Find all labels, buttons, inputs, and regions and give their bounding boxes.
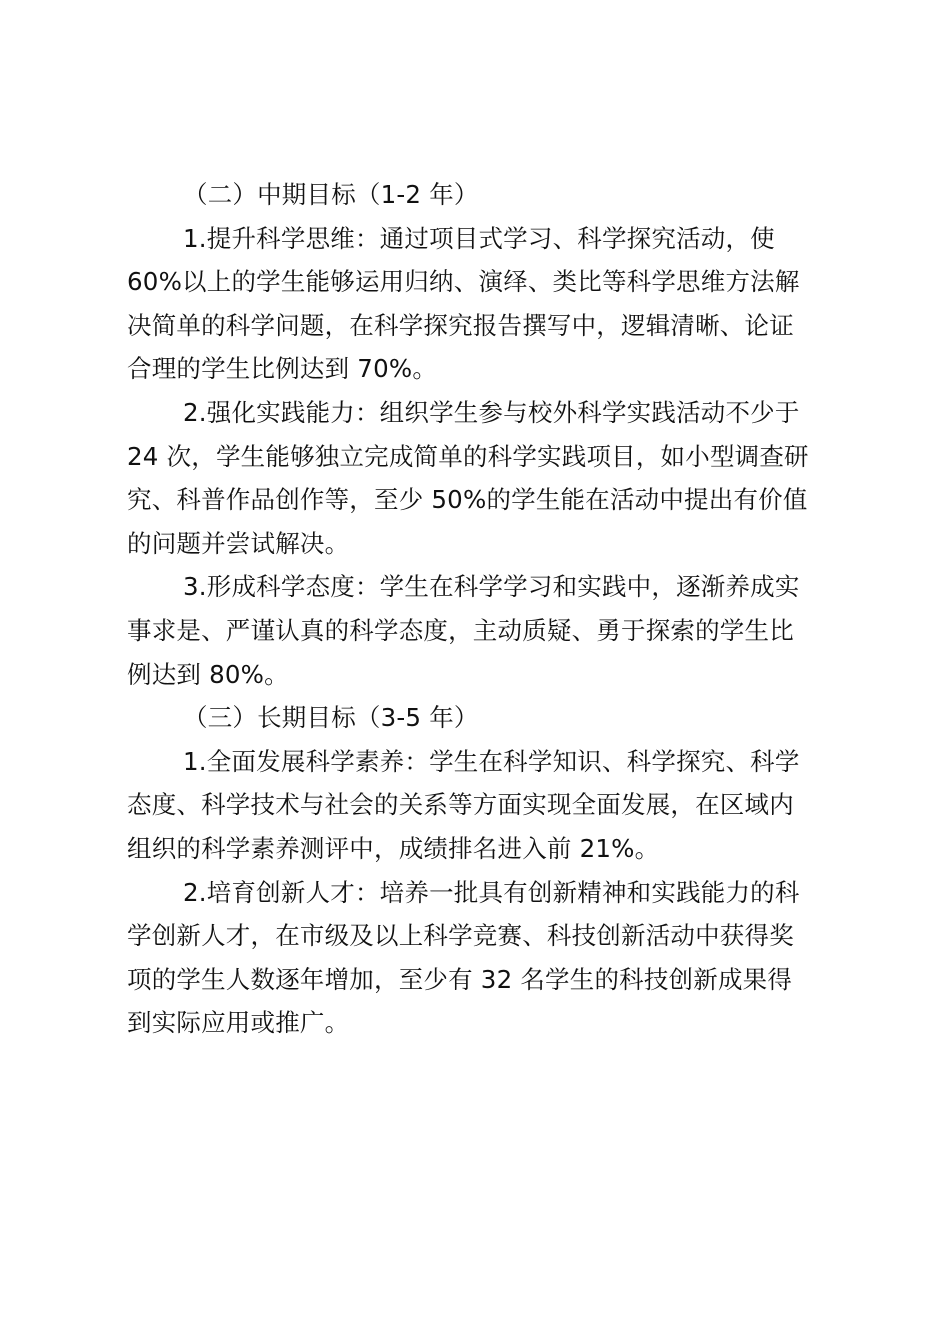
paragraph-line: 究、科普作品创作等，至少 50%的学生能在活动中提出有价值 [127,485,808,515]
paragraph-line: 2.强化实践能力：组织学生参与校外科学实践活动不少于 [183,397,800,427]
paragraph-line: 学创新人才，在市级及以上科学竞赛、科技创新活动中获得奖 [127,921,794,951]
paragraph-line: 的问题并尝试解决。 [127,528,350,558]
paragraph-line: 1.提升科学思维：通过项目式学习、科学探究活动，使 [183,223,775,253]
paragraph-line: 1.全面发展科学素养：学生在科学知识、科学探究、科学 [183,746,800,776]
paragraph-line: 24 次，学生能够独立完成简单的科学实践项目，如小型调查研 [127,441,809,471]
paragraph-line: 2.培育创新人才：培养一批具有创新精神和实践能力的科 [183,877,800,907]
long-term-item-1 [127,740,827,871]
paragraph-line: 合理的学生比例达到 70%。 [127,354,438,384]
paragraph-line: 决简单的科学问题，在科学探究报告撰写中，逻辑清晰、论证 [127,310,794,340]
mid-term-item-3 [127,565,827,696]
mid-term-item-1 [127,217,827,391]
section-heading-mid-term: （二）中期目标（1-2 年） [183,180,479,209]
paragraph-line: 组织的科学素养测评中，成绩排名进入前 21%。 [127,833,660,863]
document-body [127,173,827,1045]
paragraph-line: 项的学生人数逐年增加，至少有 32 名学生的科技创新成果得 [127,964,793,994]
paragraph-line: 态度、科学技术与社会的关系等方面实现全面发展，在区域内 [127,790,794,820]
long-term-item-2 [127,871,827,1045]
paragraph-line: 例达到 80%。 [127,659,289,689]
paragraph-line: 到实际应用或推广。 [127,1008,350,1038]
paragraph-line: 3.形成科学态度：学生在科学学习和实践中，逐渐养成实 [183,572,800,602]
section-heading-long-term: （三）长期目标（3-5 年） [183,703,479,733]
paragraph-line: 事求是、严谨认真的科学态度，主动质疑、勇于探索的学生比 [127,615,794,645]
paragraph-line: 60%以上的学生能够运用归纳、演绎、类比等科学思维方法解 [127,267,800,297]
mid-term-item-2 [127,391,827,565]
